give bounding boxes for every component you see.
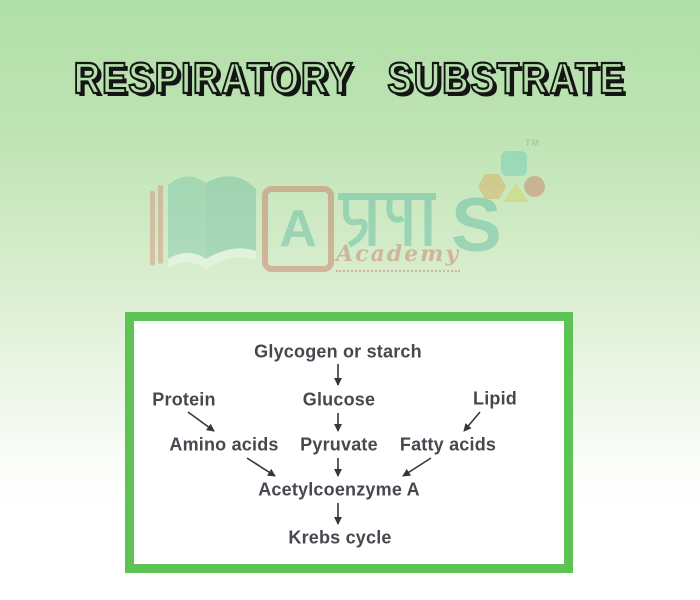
node-glucose: Glucose [302, 389, 376, 410]
flow-arrow-protein-to-amino [188, 412, 214, 431]
logo-letter-s: S [451, 183, 502, 268]
node-fatty-acids: Fatty acids [399, 434, 497, 455]
node-glycogen-or-starch: Glycogen or starch [254, 341, 422, 362]
node-acetylcoenzyme-a: Acetylcoenzyme A [258, 479, 420, 500]
logo-shape-circle-icon [524, 176, 545, 197]
node-amino-acids: Amino acids [169, 434, 279, 455]
flowchart [134, 321, 564, 564]
title-row [0, 54, 700, 104]
academy-label: Academy [336, 241, 460, 272]
flow-arrow-lipid-to-fatty [464, 412, 480, 431]
logo-a-badge [262, 186, 334, 272]
node-lipid: Lipid [473, 388, 517, 409]
node-krebs-cycle: Krebs cycle [288, 527, 392, 548]
watermark-logo [148, 135, 548, 285]
page-title: RESPIRATORY SUBSTRATE [73, 54, 627, 103]
logo-shape-square-icon [501, 151, 527, 176]
node-pyruvate: Pyruvate [300, 434, 378, 455]
node-protein: Protein [152, 389, 216, 410]
open-book-icon [148, 165, 263, 277]
flow-arrow-amino-to-acetyl [247, 458, 275, 476]
logo-letter-a: A [279, 200, 317, 258]
flowchart-frame [125, 312, 573, 573]
flow-arrow-fatty-to-acetyl [403, 458, 431, 476]
trademark-label: TM [525, 138, 540, 148]
